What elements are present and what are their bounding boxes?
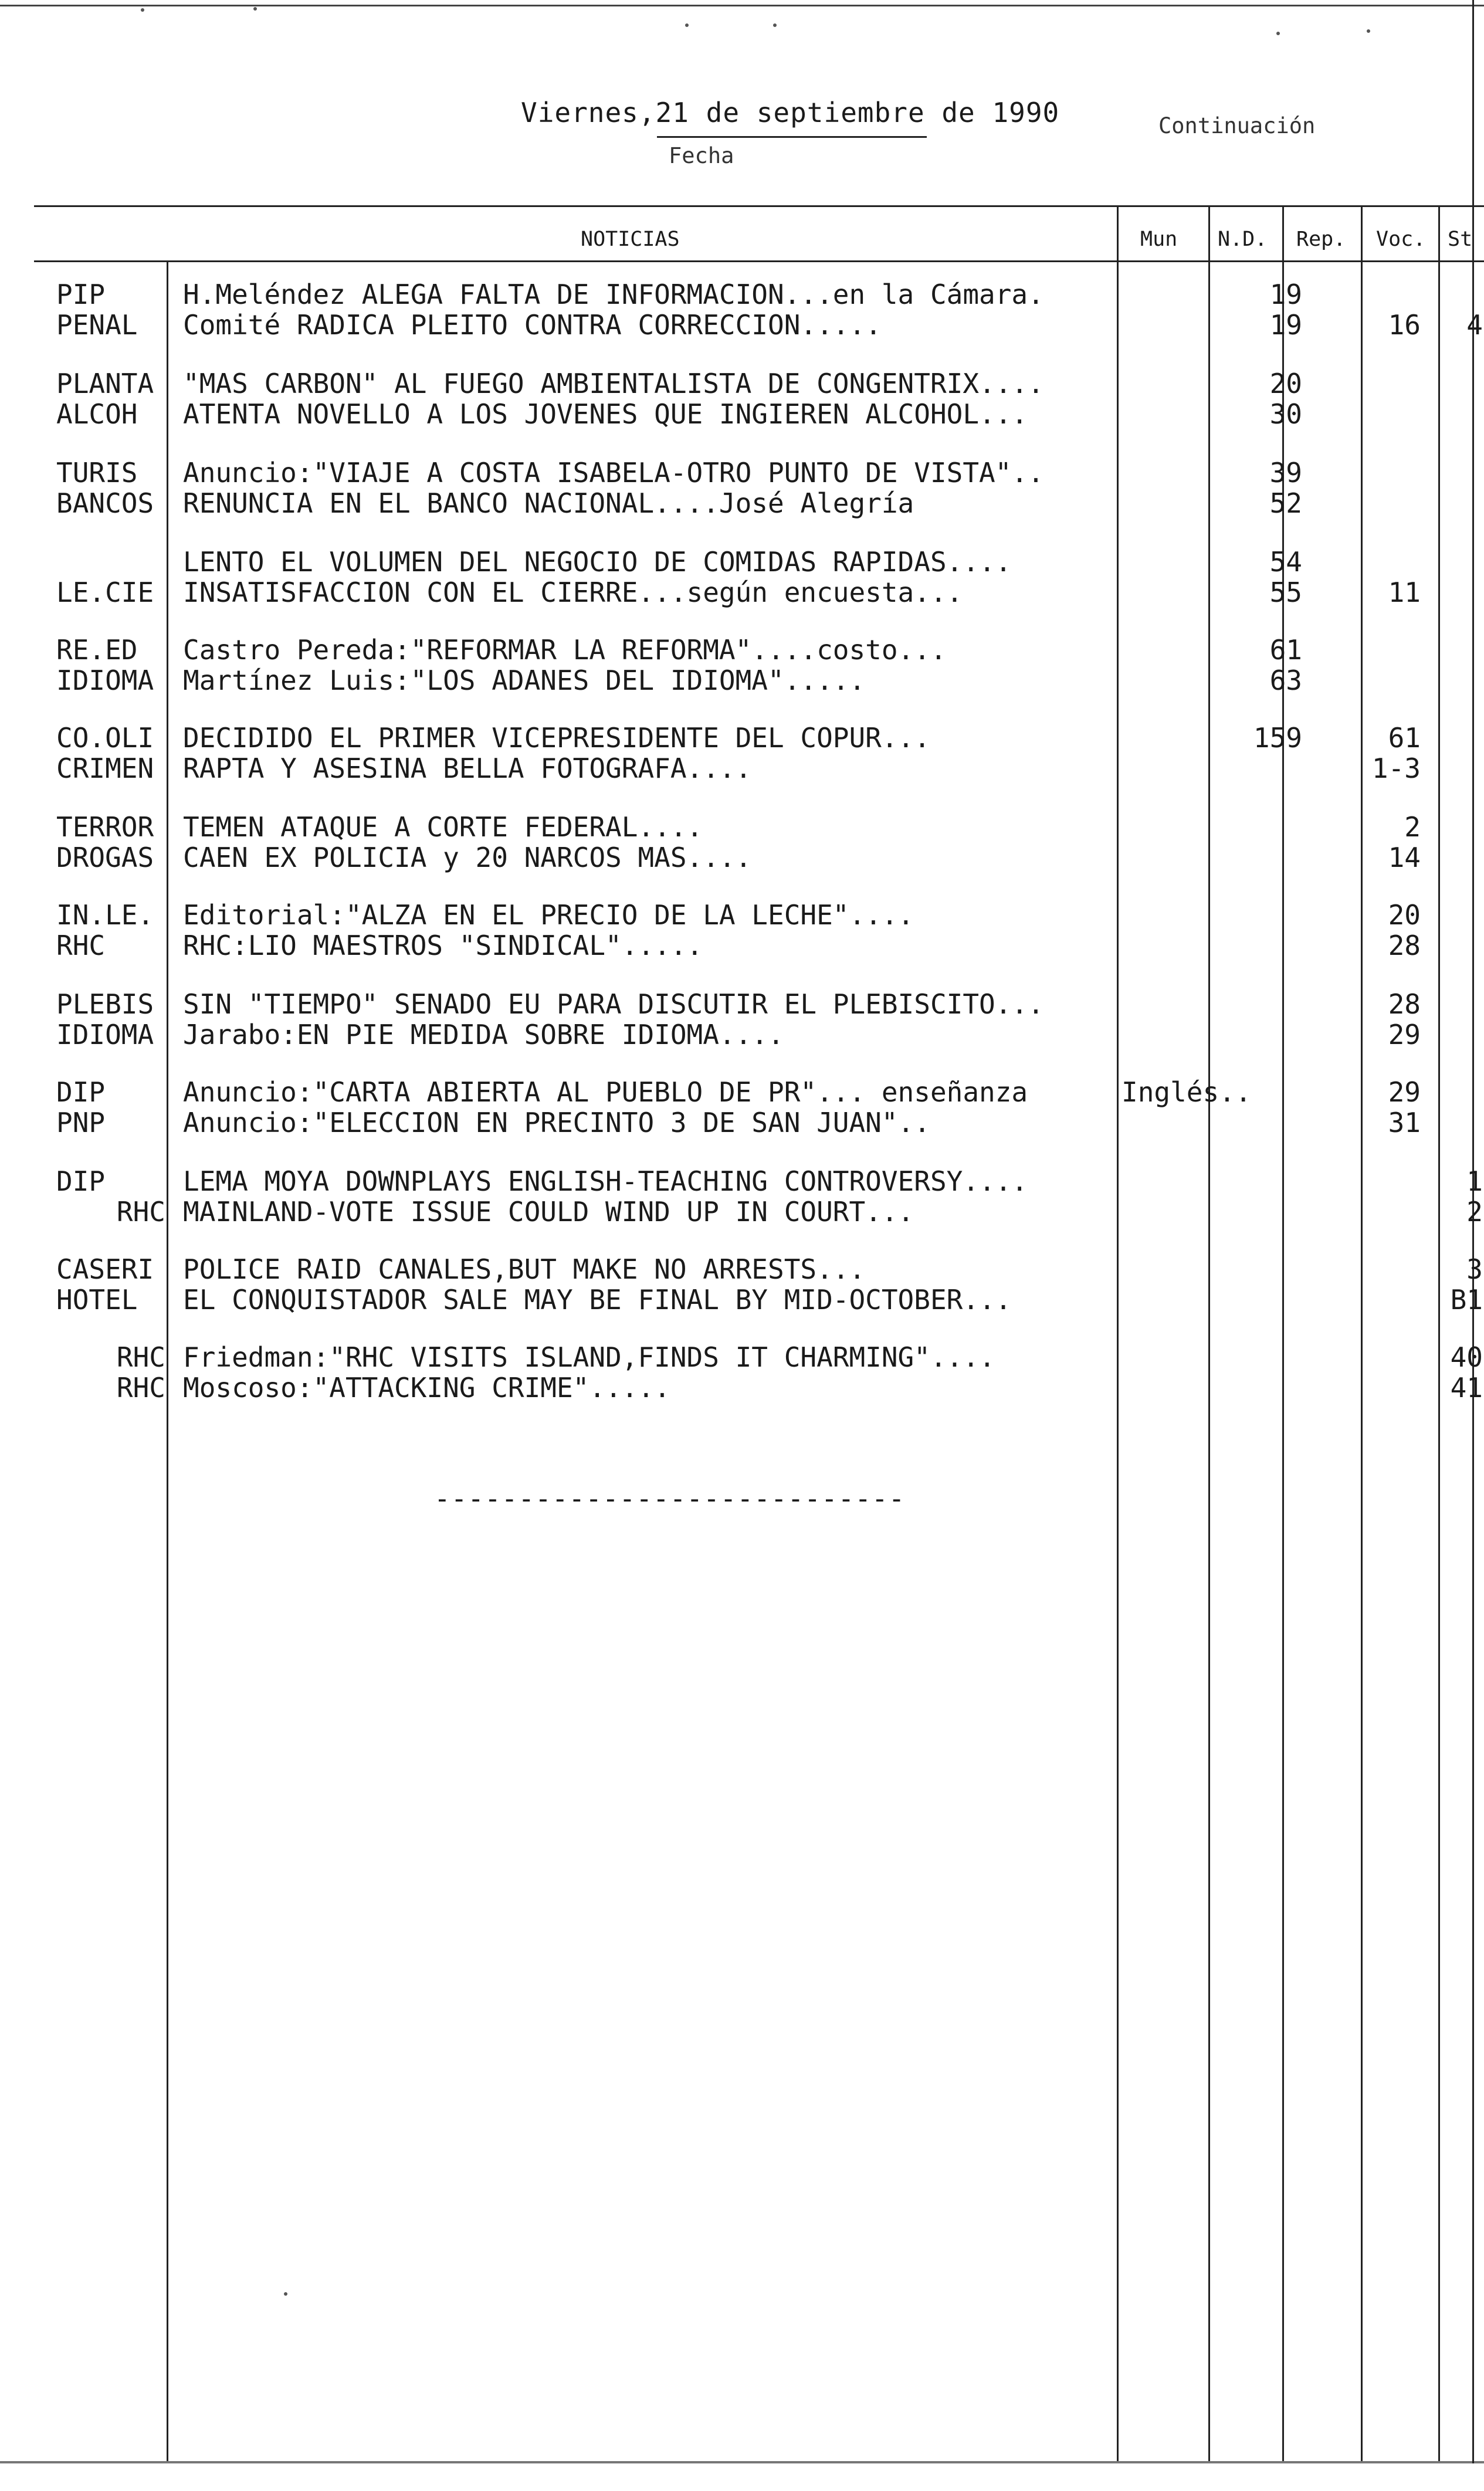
row-nd: 61 — [1269, 634, 1302, 666]
row-nd: 159 — [1253, 722, 1302, 754]
row-voc: 28 — [1388, 930, 1421, 961]
row-title: "MAS CARBON" AL FUEGO AMBIENTALISTA DE CONGENTRIX.... — [183, 368, 1044, 399]
row-code: IN.LE. — [56, 899, 154, 931]
row-voc: 31 — [1388, 1107, 1421, 1138]
row-code: RHC — [56, 930, 106, 961]
scan-speck — [253, 7, 257, 11]
row-title: SIN "TIEMPO" SENADO EU PARA DISCUTIR EL PLEBISCITO... — [183, 988, 1044, 1020]
row-code: RHC — [116, 1372, 165, 1404]
row-title: MAINLAND-VOTE ISSUE COULD WIND UP IN COURT... — [183, 1196, 914, 1228]
row-title: CAEN EX POLICIA y 20 NARCOS MAS.... — [183, 842, 752, 873]
column-header-noticias: NOTICIAS — [581, 228, 680, 251]
row-title: Anuncio:"ELECCION EN PRECINTO 3 DE SAN JUAN".. — [183, 1107, 930, 1138]
row-code: ALCOH — [56, 398, 138, 430]
date-caption: Fecha — [669, 143, 734, 168]
mun-column-divider — [1208, 206, 1210, 2461]
row-title: TEMEN ATAQUE A CORTE FEDERAL.... — [183, 811, 703, 843]
row-st: 41 — [1450, 1372, 1483, 1404]
row-code — [56, 545, 165, 578]
scan-speck — [685, 23, 689, 27]
row-voc: 11 — [1388, 577, 1421, 608]
row-code: TURIS — [56, 457, 138, 489]
header-bottom-rule — [34, 260, 1484, 262]
row-st: 2 — [1466, 1196, 1483, 1228]
continuation-label: Continuación — [1158, 113, 1316, 138]
page-bottom-edge — [0, 2461, 1484, 2463]
row-code: TERROR — [56, 811, 154, 843]
row-title: Jarabo:EN PIE MEDIDA SOBRE IDIOMA.... — [183, 1019, 784, 1050]
end-separator: ---------------------------- — [434, 1483, 906, 1514]
row-voc: 2 — [1404, 811, 1421, 843]
row-code: PLANTA — [56, 368, 154, 399]
row-code: DIP — [56, 1076, 106, 1108]
column-header-rep: Rep. — [1296, 228, 1346, 251]
row-title: EL CONQUISTADOR SALE MAY BE FINAL BY MID-OCTOBER... — [183, 1284, 1012, 1316]
row-st: 40 — [1450, 1341, 1483, 1373]
scan-speck — [141, 8, 144, 12]
row-code: DROGAS — [56, 842, 154, 873]
scan-speck — [1367, 29, 1370, 33]
row-code: LE.CIE — [56, 577, 154, 608]
row-st: 3 — [1466, 1253, 1483, 1285]
row-title: H.Meléndez ALEGA FALTA DE INFORMACION...en la Cámara. — [183, 279, 1044, 310]
row-st: 1 — [1466, 1165, 1483, 1197]
row-nd: 30 — [1269, 398, 1302, 430]
row-title: Comité RADICA PLEITO CONTRA CORRECCION..... — [183, 309, 882, 341]
voc-column-divider — [1438, 206, 1440, 2461]
row-title: RENUNCIA EN EL BANCO NACIONAL....José Alegría — [183, 487, 914, 519]
row-code: CRIMEN — [56, 753, 154, 784]
row-title: ATENTA NOVELLO A LOS JOVENES QUE INGIEREN ALCOHOL... — [183, 398, 1028, 430]
column-header-voc: Voc. — [1376, 228, 1426, 251]
row-nd: 55 — [1269, 577, 1302, 608]
row-title: LEMA MOYA DOWNPLAYS ENGLISH-TEACHING CONTROVERSY.... — [183, 1165, 1028, 1197]
row-title: LENTO EL VOLUMEN DEL NEGOCIO DE COMIDAS RAPIDAS.... — [183, 546, 1012, 578]
row-code: RHC — [116, 1341, 165, 1373]
row-voc: 29 — [1388, 1019, 1421, 1050]
scan-speck — [773, 23, 777, 27]
row-voc: 14 — [1388, 842, 1421, 873]
row-voc: 61 — [1388, 722, 1421, 754]
rep-column-divider — [1361, 206, 1363, 2461]
row-title: Moscoso:"ATTACKING CRIME"..... — [183, 1372, 670, 1404]
scan-speck — [1276, 32, 1280, 35]
row-st: B1 — [1450, 1284, 1483, 1316]
row-nd: 39 — [1269, 457, 1302, 489]
row-nd: 63 — [1269, 665, 1302, 696]
row-nd: 19 — [1269, 309, 1302, 341]
row-code: RHC — [116, 1196, 165, 1228]
page-date: Viernes,21 de septiembre de 1990 — [521, 97, 1060, 128]
code-column-divider — [167, 260, 168, 2461]
row-code: DIP — [56, 1165, 106, 1197]
right-edge-line — [1472, 0, 1474, 2463]
scan-speck — [284, 2292, 287, 2296]
row-st: 4 — [1466, 309, 1483, 341]
row-nd: 20 — [1269, 368, 1302, 399]
column-header-nd: N.D. — [1218, 228, 1268, 251]
row-voc: 20 — [1388, 899, 1421, 931]
row-title: RAPTA Y ASESINA BELLA FOTOGRAFA.... — [183, 753, 752, 784]
row-title: Castro Pereda:"REFORMAR LA REFORMA"....costo... — [183, 634, 947, 666]
table-top-rule — [34, 205, 1484, 207]
row-voc: 28 — [1388, 988, 1421, 1020]
row-title: POLICE RAID CANALES,BUT MAKE NO ARRESTS... — [183, 1253, 866, 1285]
row-title: INSATISFACCION CON EL CIERRE...según encuesta... — [183, 577, 963, 608]
row-title: Anuncio:"VIAJE A COSTA ISABELA-OTRO PUNTO DE VISTA".. — [183, 457, 1044, 489]
row-title: DECIDIDO EL PRIMER VICEPRESIDENTE DEL COPUR... — [183, 722, 930, 754]
row-code: CASERI — [56, 1253, 154, 1285]
row-code: PNP — [56, 1107, 106, 1138]
row-code: RE.ED — [56, 634, 138, 666]
row-title: RHC:LIO MAESTROS "SINDICAL"..... — [183, 930, 703, 961]
row-code: BANCOS — [56, 487, 154, 519]
page-top-edge — [0, 5, 1484, 6]
row-code: IDIOMA — [56, 1019, 154, 1050]
row-title: Editorial:"ALZA EN EL PRECIO DE LA LECHE".... — [183, 899, 914, 931]
row-code: PENAL — [56, 309, 138, 341]
row-code: PIP — [56, 279, 106, 310]
noticias-column-divider — [1117, 206, 1119, 2461]
row-nd: 52 — [1269, 487, 1302, 519]
row-title: Friedman:"RHC VISITS ISLAND,FINDS IT CHARMING".... — [183, 1341, 995, 1373]
column-header-mun: Mun — [1140, 228, 1178, 251]
column-header-st: St — [1448, 228, 1473, 251]
nd-column-divider — [1282, 206, 1284, 2461]
row-code: IDIOMA — [56, 665, 154, 696]
row-voc: 29 — [1388, 1076, 1421, 1108]
date-underline — [657, 136, 927, 138]
row-title: Martínez Luis:"LOS ADANES DEL IDIOMA"..... — [183, 665, 866, 696]
row-code: CO.OLI — [56, 722, 154, 754]
row-title: Anuncio:"CARTA ABIERTA AL PUEBLO DE PR"... enseñanza — [183, 1076, 1028, 1108]
row-voc: 16 — [1388, 309, 1421, 341]
row-mun: Inglés.. — [1122, 1076, 1252, 1108]
row-code: PLEBIS — [56, 988, 154, 1020]
row-code: HOTEL — [56, 1284, 138, 1316]
row-voc: 1-3 — [1371, 753, 1421, 784]
row-nd: 19 — [1269, 279, 1302, 310]
row-nd: 54 — [1269, 546, 1302, 578]
